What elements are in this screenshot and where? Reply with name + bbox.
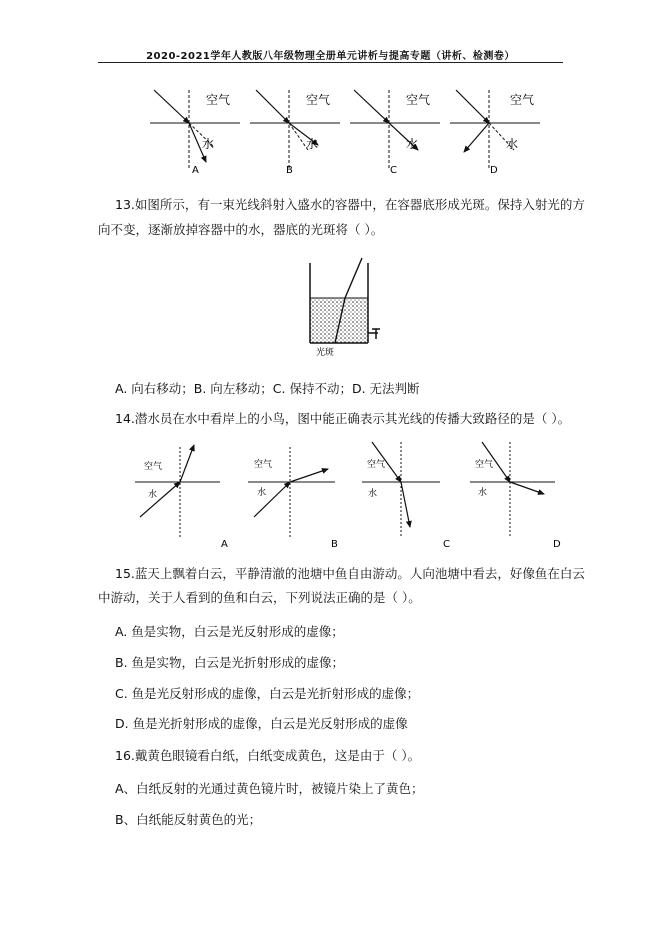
q14-stem: 14.潜水员在水中看岸上的小鸟，图中能正确表示其光线的传播大致路径的是（ ）。: [115, 411, 571, 426]
page-header: 2020-2021学年人教版八年级物理全册单元讲析与提高专题（讲析、检测卷）: [146, 51, 515, 62]
q12-option-a: A: [192, 165, 199, 176]
q14-water-label-c: 水: [368, 489, 378, 499]
q13-spot-label: 光斑: [316, 348, 335, 358]
q12-water-label-c: 水: [406, 137, 419, 151]
q14-figure: [130, 437, 570, 552]
q13-incident-ray: [345, 258, 362, 298]
q14-air-label-a: 空气: [144, 462, 163, 472]
q15-line1: 15.蓝天上飘着白云，平静清澈的池塘中鱼自由游动。人向池塘中看去，好像鱼在白云: [115, 566, 585, 581]
q12-diagram-a: [150, 90, 240, 176]
q16-choice-a: A、白纸反射的光通过黄色镜片时，被镜片染上了黄色；: [115, 781, 424, 796]
q13-water: [310, 298, 368, 343]
q14-air-label-d: 空气: [475, 460, 494, 470]
q12-diagram-d: [450, 90, 540, 176]
q14-water-label-d: 水: [478, 488, 488, 498]
q15-choice-b: B. 鱼是实物，白云是光折射形成的虚像；: [115, 655, 345, 670]
q12-air-label-b: 空气: [306, 93, 331, 107]
q14-option-c: C: [443, 539, 450, 550]
q12-option-b: B: [286, 165, 293, 176]
q12-option-c: C: [390, 165, 397, 176]
q12-air-label-c: 空气: [406, 93, 431, 107]
q12-water-label-b: 水: [306, 137, 319, 151]
q13-line1: 13.如图所示，有一束光线斜射入盛水的容器中，在容器底形成光斑。保持入射光的方: [115, 197, 585, 212]
q14-diagram-b: [248, 447, 338, 550]
q15-choice-d: D. 鱼是光折射形成的虚像，白云是光反射形成的虚像: [115, 716, 408, 731]
q14-option-a: A: [221, 539, 228, 550]
q14-water-label-a: 水: [148, 490, 158, 500]
q16-stem: 16.戴黄色眼镜看白纸，白纸变成黄色，这是由于（ ）。: [115, 748, 421, 763]
q13-line2: 向不变，逐渐放掉容器中的水，器底的光斑将（ ）。: [98, 222, 384, 237]
q12-diagram-b: [250, 90, 340, 176]
q14-diagram-a: [135, 445, 228, 550]
q13-figure: [300, 253, 390, 358]
q12-water-label-d: 水: [506, 137, 519, 151]
q12-option-d: D: [490, 165, 498, 176]
q13-choices: A. 向右移动；B. 向左移动；C. 保持不动；D. 无法判断: [115, 381, 420, 396]
q12-figure: [140, 80, 560, 180]
q14-air-label-b: 空气: [254, 460, 273, 470]
q12-diagram-c: [350, 90, 440, 176]
q12-air-label-a: 空气: [206, 93, 231, 107]
q14-diagram-c: [362, 442, 450, 550]
q14-option-d: D: [553, 539, 561, 550]
header-rule: [98, 62, 563, 63]
q15-choice-c: C. 鱼是光反射形成的虚像，白云是光折射形成的虚像；: [115, 686, 420, 701]
q15-line2: 中游动，关于人看到的鱼和白云，下列说法正确的是（ ）。: [98, 590, 421, 605]
q12-water-label-a: 水: [202, 137, 215, 151]
q14-water-label-b: 水: [257, 488, 267, 498]
q16-choice-b: B、白纸能反射黄色的光；: [115, 812, 262, 827]
q12-air-label-d: 空气: [510, 93, 535, 107]
q15-choice-a: A. 鱼是实物，白云是光反射形成的虚像；: [115, 624, 344, 639]
q14-air-label-c: 空气: [367, 460, 386, 470]
q14-diagram-d: [470, 442, 561, 550]
q14-option-b: B: [331, 539, 338, 550]
